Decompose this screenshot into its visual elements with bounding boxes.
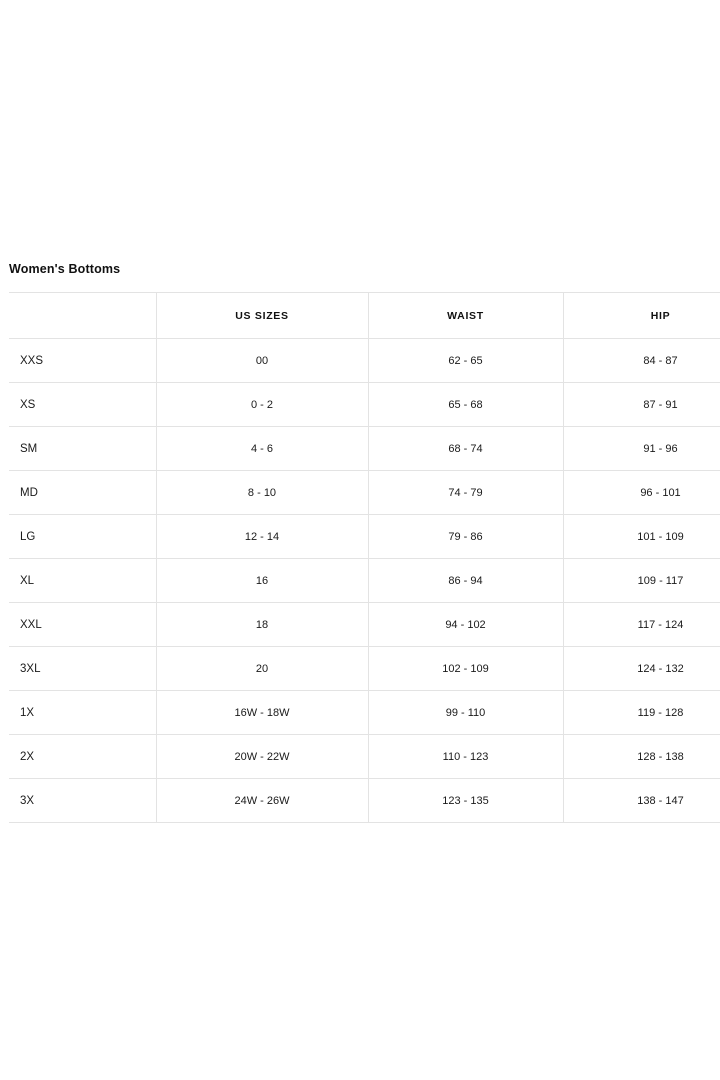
cell-waist: 74 - 79 — [368, 471, 563, 515]
cell-us-sizes: 16W - 18W — [156, 691, 368, 735]
cell-hip: 138 - 147 — [563, 779, 720, 823]
cell-hip: 109 - 117 — [563, 559, 720, 603]
cell-size: XXS — [9, 339, 156, 383]
cell-waist: 94 - 102 — [368, 603, 563, 647]
cell-size: XS — [9, 383, 156, 427]
cell-size: 1X — [9, 691, 156, 735]
cell-waist: 86 - 94 — [368, 559, 563, 603]
cell-hip: 84 - 87 — [563, 339, 720, 383]
cell-hip: 119 - 128 — [563, 691, 720, 735]
cell-hip: 128 - 138 — [563, 735, 720, 779]
cell-waist: 102 - 109 — [368, 647, 563, 691]
cell-size: 2X — [9, 735, 156, 779]
cell-us-sizes: 16 — [156, 559, 368, 603]
cell-waist: 110 - 123 — [368, 735, 563, 779]
table-header-row — [9, 293, 720, 339]
cell-us-sizes: 24W - 26W — [156, 779, 368, 823]
cell-us-sizes: 18 — [156, 603, 368, 647]
table-row — [9, 603, 720, 647]
cell-hip: 87 - 91 — [563, 383, 720, 427]
cell-us-sizes: 20W - 22W — [156, 735, 368, 779]
table-row — [9, 691, 720, 735]
cell-us-sizes: 20 — [156, 647, 368, 691]
cell-us-sizes: 8 - 10 — [156, 471, 368, 515]
cell-us-sizes: 0 - 2 — [156, 383, 368, 427]
cell-us-sizes: 12 - 14 — [156, 515, 368, 559]
cell-size: XXL — [9, 603, 156, 647]
cell-hip: 101 - 109 — [563, 515, 720, 559]
column-header-hip: HIP — [563, 293, 720, 339]
table-row — [9, 559, 720, 603]
cell-waist: 99 - 110 — [368, 691, 563, 735]
table-row — [9, 779, 720, 823]
size-chart-table-container — [9, 292, 720, 823]
cell-size: 3XL — [9, 647, 156, 691]
cell-size: SM — [9, 427, 156, 471]
cell-hip: 117 - 124 — [563, 603, 720, 647]
cell-size: 3X — [9, 779, 156, 823]
cell-waist: 68 - 74 — [368, 427, 563, 471]
cell-hip: 96 - 101 — [563, 471, 720, 515]
table-row — [9, 427, 720, 471]
cell-us-sizes: 00 — [156, 339, 368, 383]
cell-hip: 124 - 132 — [563, 647, 720, 691]
cell-hip: 91 - 96 — [563, 427, 720, 471]
table-row — [9, 735, 720, 779]
table-row — [9, 515, 720, 559]
column-header-us-sizes: US SIZES — [156, 293, 368, 339]
cell-size: XL — [9, 559, 156, 603]
column-header-size — [9, 293, 156, 339]
table-row — [9, 383, 720, 427]
column-header-waist: WAIST — [368, 293, 563, 339]
cell-size: LG — [9, 515, 156, 559]
table-row — [9, 339, 720, 383]
cell-waist: 65 - 68 — [368, 383, 563, 427]
table-row — [9, 471, 720, 515]
size-chart-table — [9, 292, 720, 823]
cell-waist: 79 - 86 — [368, 515, 563, 559]
table-body — [9, 339, 720, 823]
cell-us-sizes: 4 - 6 — [156, 427, 368, 471]
table-header — [9, 293, 720, 339]
cell-size: MD — [9, 471, 156, 515]
table-row — [9, 647, 720, 691]
cell-waist: 62 - 65 — [368, 339, 563, 383]
cell-waist: 123 - 135 — [368, 779, 563, 823]
page-title: Women's Bottoms — [9, 262, 121, 276]
